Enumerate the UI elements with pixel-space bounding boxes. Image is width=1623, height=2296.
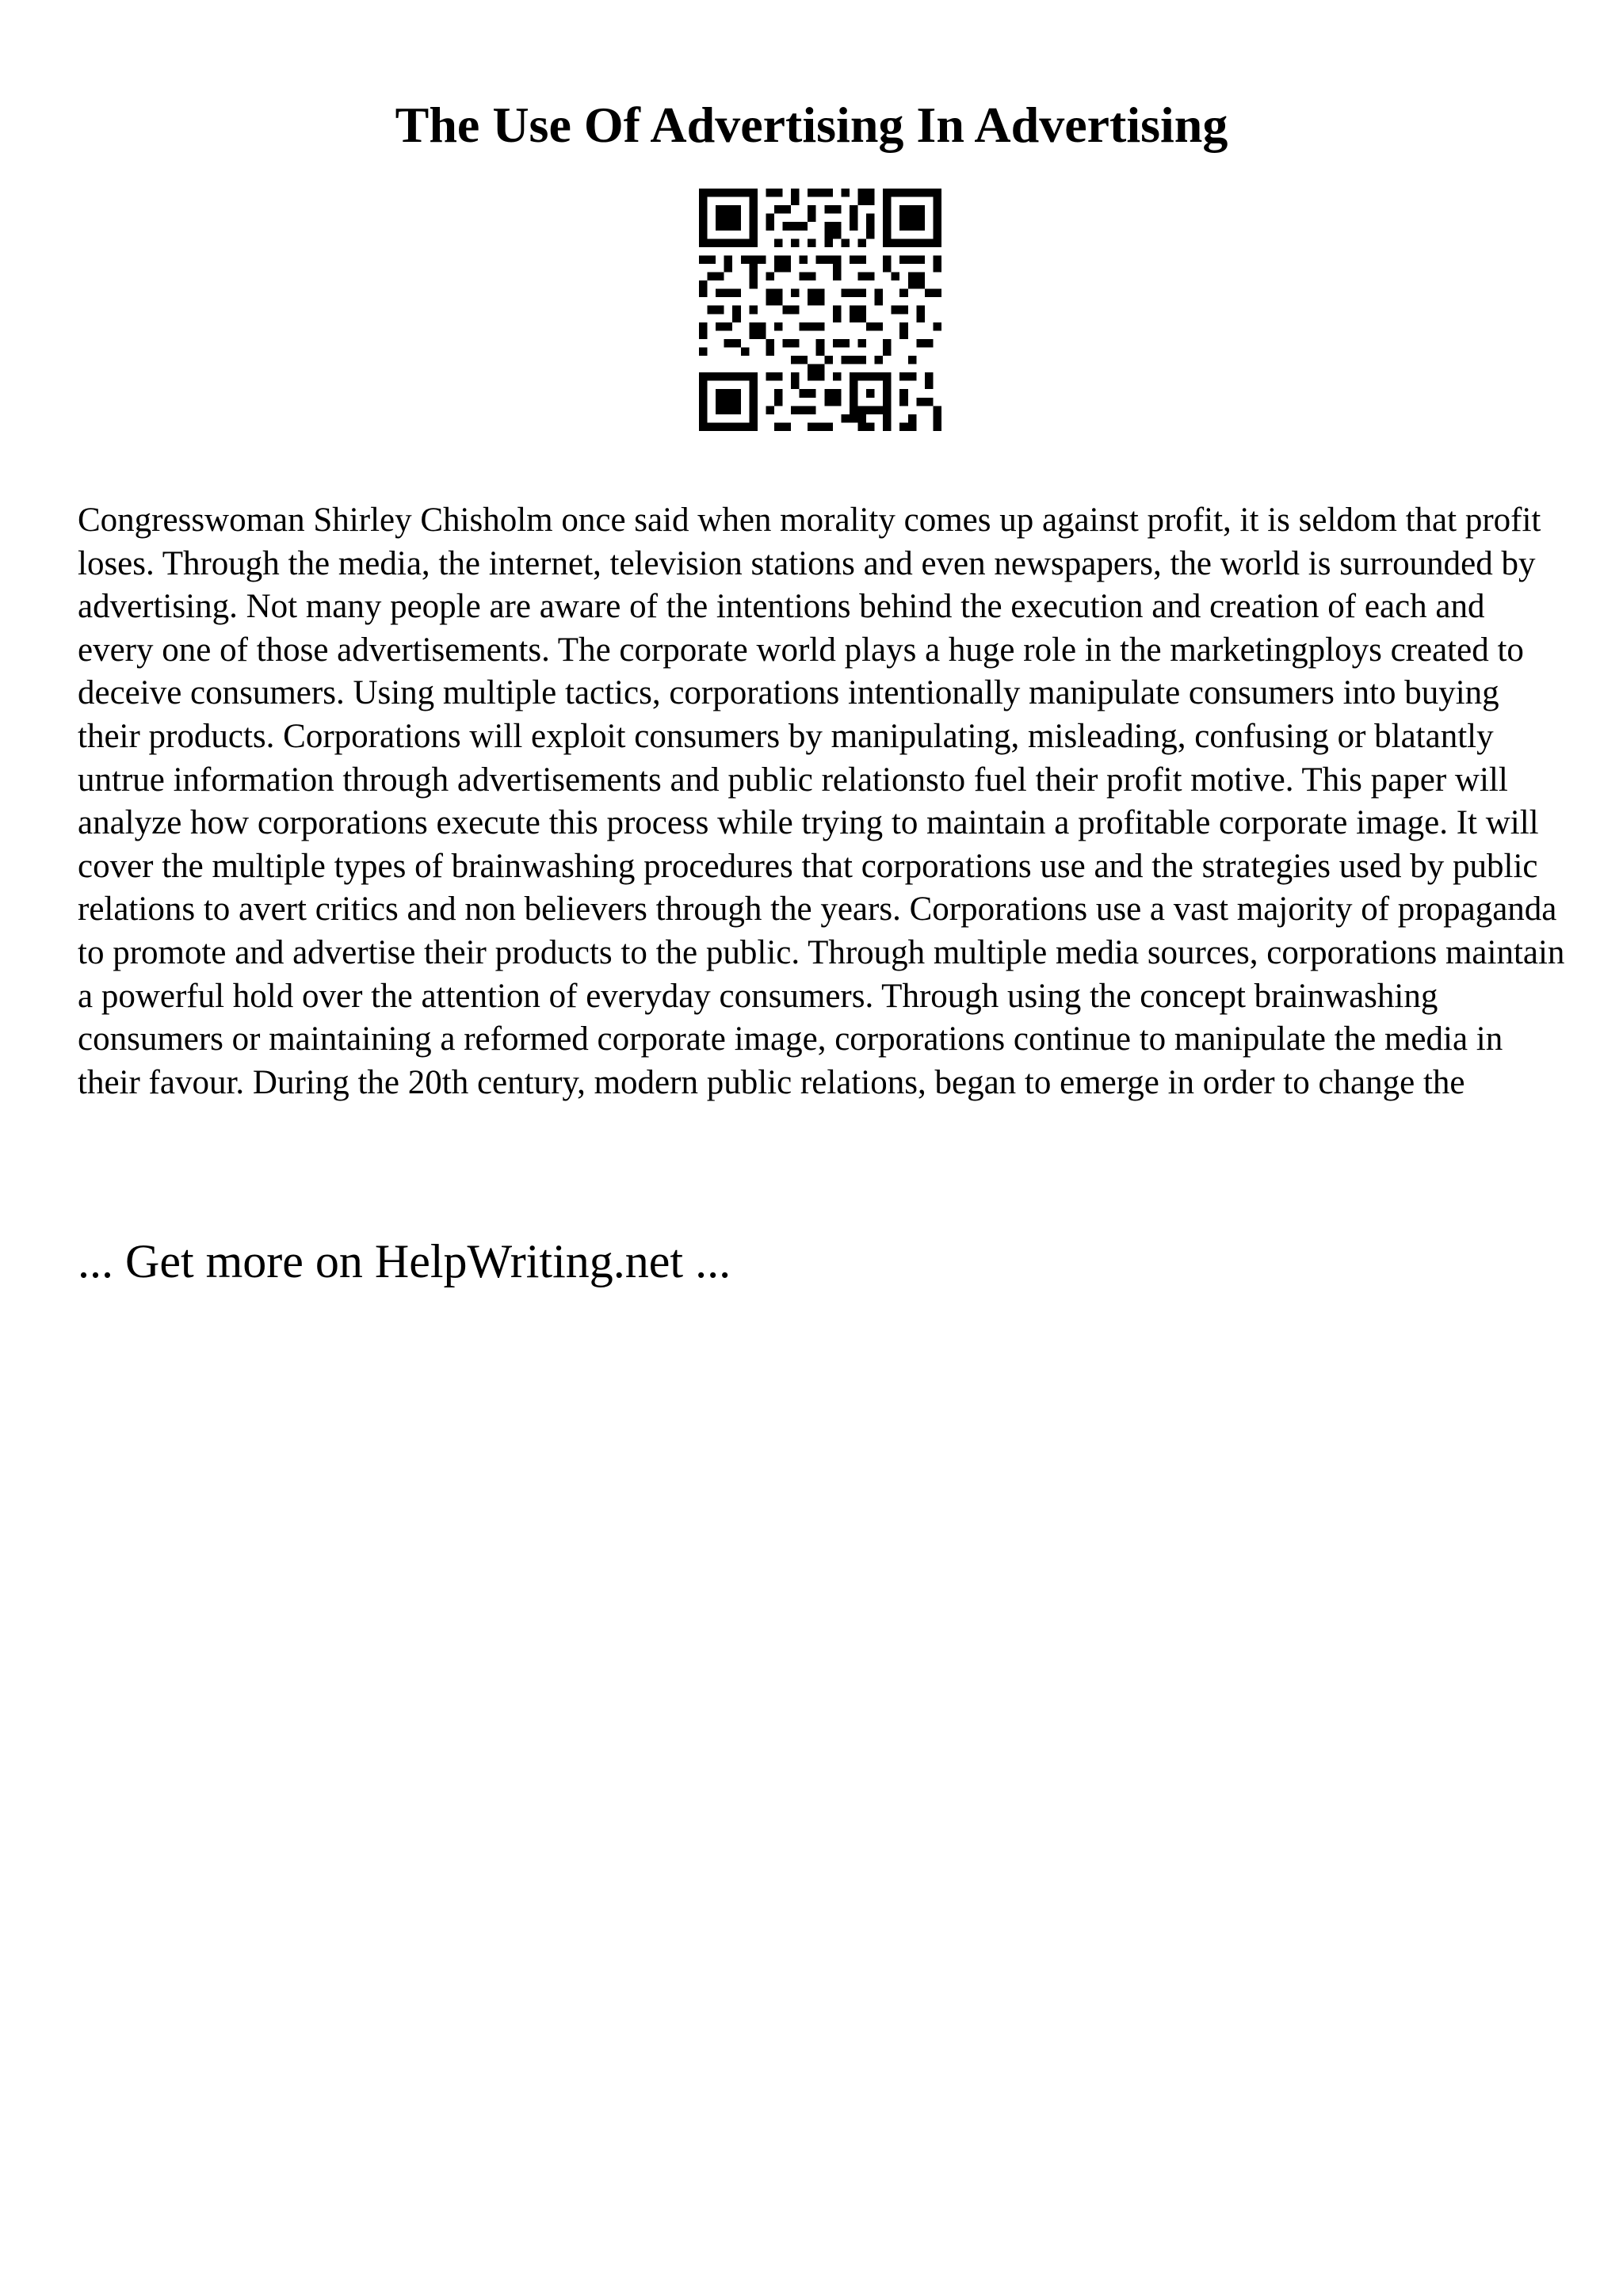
body-paragraph: Congresswoman Shirley Chisholm once said when morality comes up against profit, it is seldom that profit loses. Through the media, the internet, television stations and even newspapers, the world is surrounded by advertising. Not many people are aware of the intentions behind the execution and creation of each and every one of those advertisements. The corporate world plays a huge role in the marketingploys created to deceive consumers. Using multiple tactics, corporations intentionally manipulate consumers into buying their products. Corporations will exploit consumers by manipulating, misleading, confusing or blatantly untrue information through advertisements and public relationsto fuel their profit motive. This paper will analyze how corporations execute this process while trying to maintain a profitable corporate image. It will cover the multiple types of brainwashing procedures that corporations use and the strategies used by public relations to avert critics and non believers through the years. Corporations use a vast majority of propaganda to promote and advertise their products to the public. Through multiple media sources, corporations maintain a powerful hold over the attention of everyday consumers. Through using the concept brainwashing consumers or maintaining a reformed corporate image, corporations continue to manipulate the media in their favour. During the 20th century, modern public relations, began to emerge in order to change the bbox=[78, 502, 1565, 1101]
document-title: The Use Of Advertising In Advertising bbox=[395, 97, 1228, 153]
get-more-link[interactable]: ... Get more on HelpWriting.net ... bbox=[78, 1235, 731, 1287]
qr-code-icon bbox=[699, 189, 941, 431]
